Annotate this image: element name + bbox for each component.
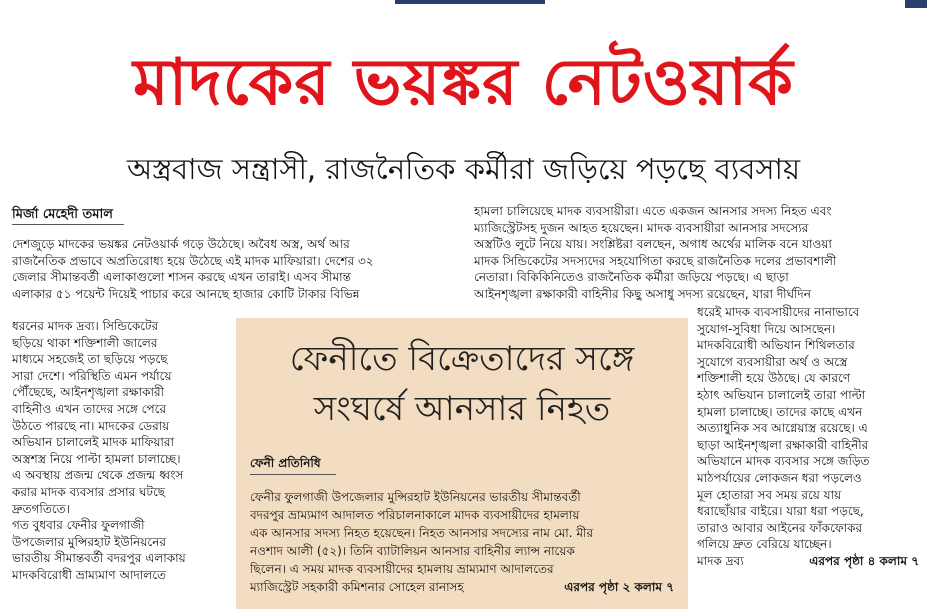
- text-line: হামলা চালাচ্ছে। তাদের কাছে এখন: [697, 404, 863, 419]
- text-line: পৌঁছেছে, আইনশৃঙ্খলা রক্ষাকারী: [12, 385, 165, 400]
- sidebar-title-line2: সংঘর্ষে আনসার নিহত: [313, 389, 611, 429]
- headline: মাদকের ভয়ঙ্কর নেটওয়ার্ক: [133, 45, 794, 120]
- text-line: রাজনৈতিক প্রভাবে অপ্রতিরোধ্য হয়ে উঠেছে এই মাদক মাফিয়ারা। দেশের ৩২: [12, 253, 374, 268]
- text-line: মাঠপর্যায়ের লোকজন ধরা পড়লেও: [697, 470, 862, 485]
- text-line: মাদক সিন্ডিকেটের সদস্যদের সহযোগিতা করছে রাজনৈতিক দলের প্রভাবশালী: [474, 253, 837, 268]
- text-line: এলাকার ৫১ পয়েন্ট দিয়েই পাচার করে আনছে হাজার কোটি টাকার বিভিন্ন: [12, 286, 360, 301]
- text-line: সুযোগে ব্যবসায়ীরা অর্থ ও অস্ত্রে: [697, 354, 848, 369]
- text-line: বদরপুর ভ্রাম্যমাণ আদালত পরিচালনাকালে মাদক ব্যবসায়ীদের হামলায়: [250, 508, 580, 522]
- text-line: এ অবস্থায় প্রজন্ম থেকে প্রজন্ম ধ্বংস: [12, 468, 184, 483]
- text-line: করার মাদক ব্যবসার প্রসার ঘটছে: [12, 484, 166, 499]
- sidebar-body: [250, 488, 674, 596]
- text-line: মূল হোতারা সব সময় রয়ে যায়: [697, 487, 842, 502]
- sidebar-byline: ফেনী প্রতিনিধি: [250, 456, 321, 470]
- corner-bar: [905, 0, 927, 8]
- byline-rule: [12, 224, 124, 225]
- text-line: শক্তিশালী হয়ে উঠছে। যে কারণে: [697, 371, 851, 386]
- article-col1-top: [12, 236, 467, 302]
- text-line: অস্ত্রশস্ত্র নিয়ে পাল্টা হামলা চালাচ্ছে।: [12, 451, 181, 466]
- text-line: গলিয়ে দ্রুত বেরিয়ে যাচ্ছেন।: [697, 537, 832, 552]
- sidebar-title: [236, 334, 688, 434]
- text-line: জেলার সীমান্তবর্তী এলাকাগুলো শাসন করছে এখন তারাই। এসব সীমান্ত: [12, 270, 351, 285]
- text-line-with-jump: [697, 553, 919, 570]
- text-line: হামলা চালিয়েছে মাদক ব্যবসায়ীরা। এতে একজন আনসার সদস্য নিহত এবং: [474, 204, 832, 218]
- text-line: ভারতীয় সীমান্তবর্তী বদরপুর এলাকায়: [12, 551, 186, 566]
- text-line: তারাও আবার আইনের ফাঁকফোকর: [697, 520, 863, 535]
- text-line: দেশজুড়ে মাদকের ভয়ঙ্কর নেটওয়ার্ক গড়ে উঠেছে। অবৈধ অস্ত্র, অর্থ আর: [12, 237, 350, 251]
- continued-jump: এরপর পৃষ্ঠা ২ কলাম ৭: [564, 580, 674, 594]
- text-line: অত্যাধুনিক সব আগ্নেয়াস্ত্র রয়েছে। এ: [697, 421, 868, 436]
- text-line: সুযোগ-সুবিধা দিয়ে আসছেন।: [697, 321, 836, 336]
- text-line: ধরেই মাদক ব্যবসায়ীদের নানাভাবে: [697, 305, 860, 319]
- text-line: মাদকবিরোধী ভ্রাম্যমাণ আদালতে: [12, 567, 167, 582]
- text-line: এক আনসার সদস্য নিহত হয়েছেন। নিহত আনসার সদস্যের নাম মো. মীর: [250, 526, 594, 540]
- byline: মির্জা মেহেদী তমাল: [12, 207, 113, 222]
- text-line: নেতারা। বিকিকিনিতেও রাজনৈতিক কর্মীরা জড়িয়ে পড়ছে। এ ছাড়া: [474, 270, 789, 285]
- text-line: বাহিনীও এখন তাদের সঙ্গে পেরে: [12, 401, 167, 416]
- text-line: ম্যাজিস্ট্রেটসহ দুজন আহত হয়েছেন। মাদক ব্যবসায়ীরা আনসার সদস্যের: [474, 220, 809, 235]
- text-line: ছড়িয়ে থাকা শক্তিশালী জালের: [12, 335, 158, 350]
- article-col2-bottom: [697, 304, 919, 570]
- text-fragment: ম্যাজিস্ট্রেট সহকারী কমিশনার সোহেল রানাসহ: [250, 580, 464, 594]
- text-line: গত বুধবার ফেনীর ফুলগাজী: [12, 518, 145, 533]
- text-line: সারা দেশে। পরিস্থিতি এমন পর্যায়ে: [12, 368, 172, 383]
- text-line: ছিলেন। এ সময় মাদক ব্যবসায়ীদের হামলায় ভ্রাম্যমাণ আদালতের: [250, 562, 554, 576]
- text-line: হঠাৎ অভিযান চালালেই তারা পাল্টা: [697, 387, 866, 402]
- text-line: মাধ্যমে সহজেই তা ছড়িয়ে পড়ছে: [12, 352, 168, 367]
- text-line-with-jump: [250, 578, 674, 596]
- sidebar-title-line1: ফেনীতে বিক্রেতাদের সঙ্গে: [289, 339, 635, 379]
- text-line: দ্রুতগতিতে।: [12, 501, 70, 516]
- masthead-bar: [395, 0, 545, 4]
- text-line: ফেনীর ফুলগাজী উপজেলার মুন্সিরহাট ইউনিয়নের ভারতীয় সীমান্তবর্তী: [250, 490, 581, 504]
- text-line: নওশাদ আলী (৫২)। তিনি ব্যাটালিয়ন আনসার বাহিনীর ল্যান্স নায়েক: [250, 544, 575, 558]
- text-fragment: মাদক দ্রব্য: [697, 553, 744, 568]
- text-line: ধরনের মাদক দ্রব্য। সিন্ডিকেটের: [12, 319, 159, 333]
- article-col1-bottom: [12, 318, 230, 584]
- text-line: আইনশৃঙ্খলা রক্ষাকারী বাহিনীর কিছু অসাধু সদস্য রয়েছেন, যারা দীর্ঘদিন: [474, 286, 811, 301]
- text-line: অস্ত্রটিও লুটে নিয়ে যায়। সংশ্লিষ্টরা বলছেন, অগাধ অর্থের মালিক বনে যাওয়া: [474, 237, 832, 252]
- text-line: অভিযান চালালেই মাদক মাফিয়ারা: [12, 435, 174, 450]
- text-line: উপজেলার মুন্সিরহাট ইউনিয়নের: [12, 534, 167, 549]
- article-col2-top: [474, 203, 918, 303]
- text-line: মাদকবিরোধী অভিযান শিথিলতার: [697, 338, 855, 353]
- text-line: উঠতে পারছে না। মাদকের ডেরায়: [12, 418, 170, 433]
- subheadline: অস্ত্রবাজ সন্ত্রাসী, রাজনৈতিক কর্মীরা জড়িয়ে পড়ছে ব্যবসায়: [126, 152, 801, 186]
- top-masthead-strip: [0, 0, 927, 8]
- sidebar-byline-rule: [250, 474, 336, 475]
- text-line: ছাড়া আইনশৃঙ্খলা রক্ষাকারী বাহিনীর: [697, 437, 869, 452]
- continued-jump: এরপর পৃষ্ঠা ৪ কলাম ৭: [809, 553, 919, 568]
- text-line: অভিযানে মাদক ব্যবসার সঙ্গে জড়িত: [697, 454, 870, 469]
- text-line: ধরাছোঁয়ার বাইরে। যারা ধরা পড়ছে,: [697, 504, 864, 519]
